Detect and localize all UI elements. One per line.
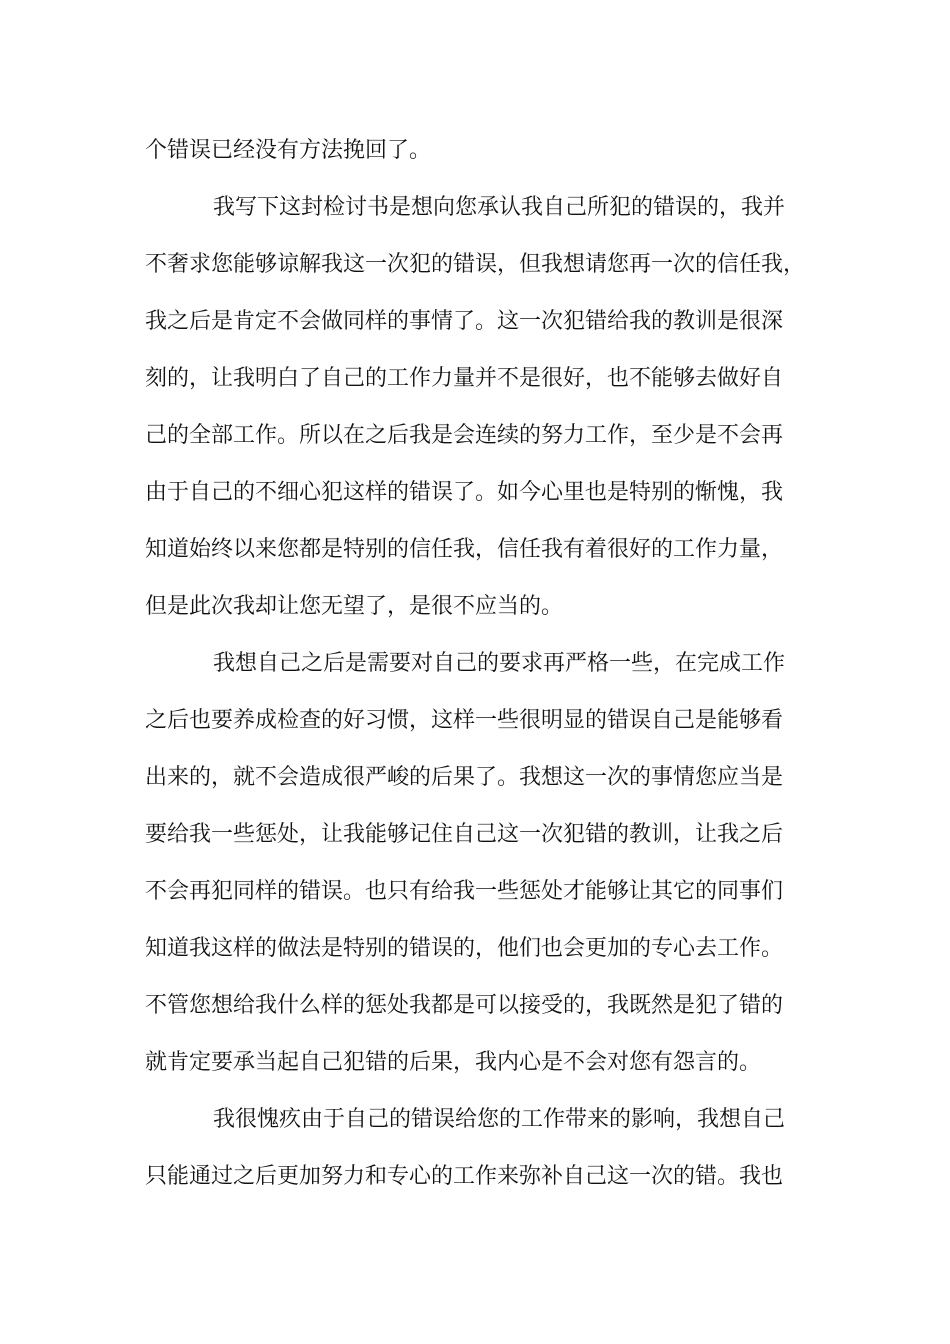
text-line: 己的全部工作。所以在之后我是会连续的努力工作，至少是不会再 — [145, 423, 784, 448]
text-line: 只能通过之后更加努力和专心的工作来弥补自己这一次的错。我也 — [145, 1164, 784, 1189]
paragraph-first-line: 我很愧疚由于自己的错误给您的工作带来的影响，我想自己 — [213, 1107, 786, 1132]
text-line: 不奢求您能够谅解我这一次犯的错误，但我想请您再一次的信任我， — [145, 252, 806, 277]
paragraph-first-line: 我写下这封检讨书是想向您承认我自己所犯的错误的，我并 — [213, 195, 786, 220]
text-line: 之后也要养成检查的好习惯，这样一些很明显的错误自己是能够看 — [145, 708, 784, 733]
text-line: 个错误已经没有方法挽回了。 — [145, 138, 432, 163]
text-line: 但是此次我却让您无望了，是很不应当的。 — [145, 594, 564, 619]
text-line: 就肯定要承当起自己犯错的后果，我内心是不会对您有怨言的。 — [145, 1050, 762, 1075]
text-line: 知道我这样的做法是特别的错误的，他们也会更加的专心去工作。 — [145, 936, 784, 961]
text-line: 要给我一些惩处，让我能够记住自己这一次犯错的教训，让我之后 — [145, 822, 784, 847]
letter-body — [145, 129, 810, 1212]
text-line: 刻的，让我明白了自己的工作力量并不是很好，也不能够去做好自 — [145, 366, 784, 391]
text-line: 不会再犯同样的错误。也只有给我一些惩处才能够让其它的同事们 — [145, 879, 784, 904]
text-line: 不管您想给我什么样的惩处我都是可以接受的，我既然是犯了错的 — [145, 993, 784, 1018]
text-line: 我之后是肯定不会做同样的事情了。这一次犯错给我的教训是很深 — [145, 309, 784, 334]
text-line: 由于自己的不细心犯这样的错误了。如今心里也是特别的惭愧，我 — [145, 480, 784, 505]
text-line: 知道始终以来您都是特别的信任我，信任我有着很好的工作力量， — [145, 537, 784, 562]
paragraph-first-line: 我想自己之后是需要对自己的要求再严格一些，在完成工作 — [213, 651, 786, 676]
text-line: 出来的，就不会造成很严峻的后果了。我想这一次的事情您应当是 — [145, 765, 784, 790]
